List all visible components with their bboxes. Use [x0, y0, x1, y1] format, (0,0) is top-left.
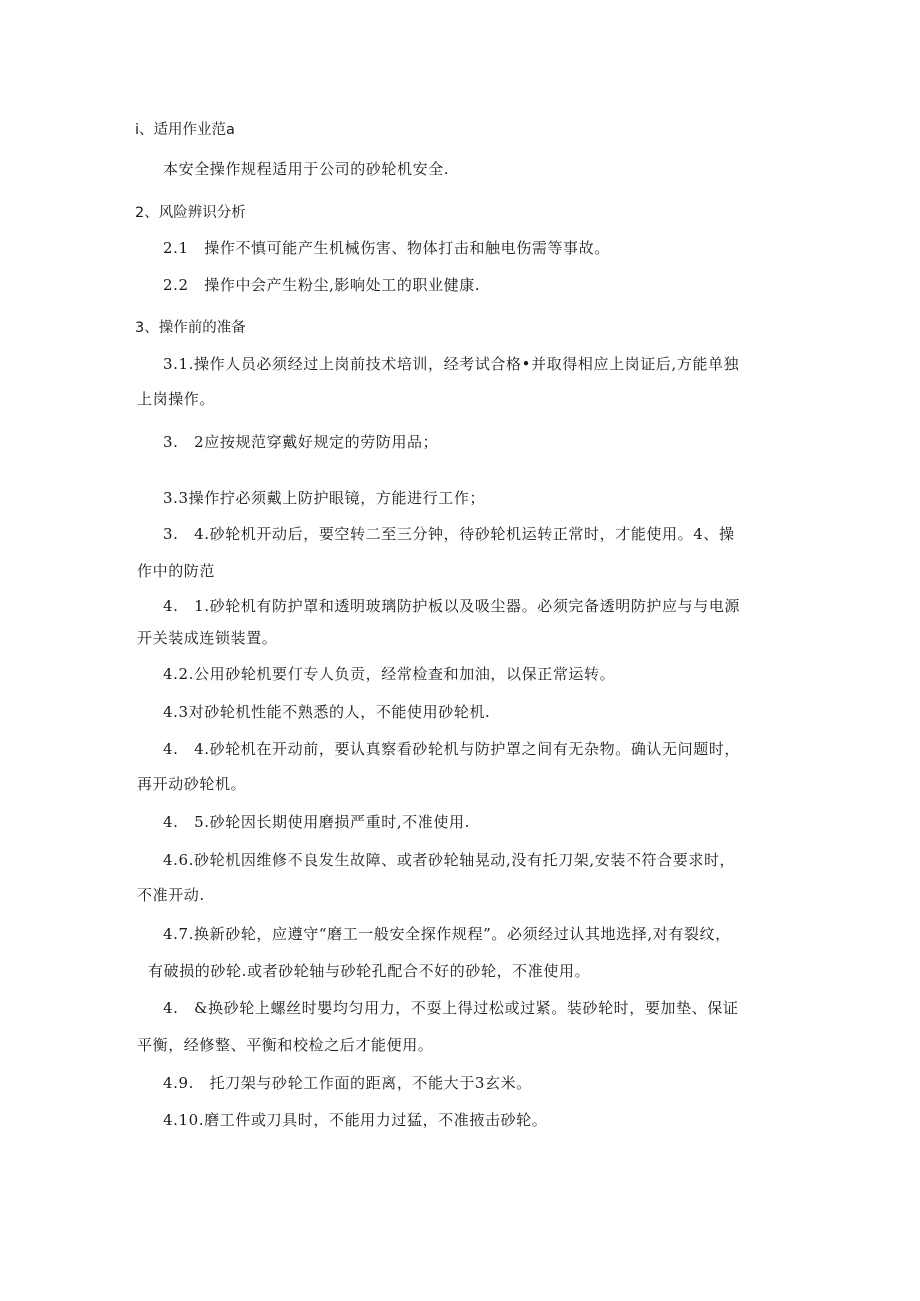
item-4-1-line2: 开关装成连锁装置。	[137, 629, 278, 647]
item-2-2: 2.2 操作中会产生粉尘,影响处工的职业健康.	[163, 276, 481, 294]
item-4-2: 4.2.公用砂轮机要仃专人负贡，经常检查和加油，以保正常运转。	[163, 665, 616, 683]
item-4-5: 4. 5.砂轮因长期使用磨损严重时,不准使用.	[163, 813, 470, 831]
item-3-1-line2: 上岗操作。	[137, 390, 216, 408]
item-4-7-line2: 有破损的砂轮.或者砂轮轴与砂轮孔配合不好的砂轮，不准使用。	[148, 962, 591, 980]
item-3-4-line1: 3. 4.砂轮机开动后，要空转二至三分钟，待砂轮机运转正常时，才能使用。4、操	[163, 525, 735, 543]
item-4-4-line2: 再开动砂轮机。	[137, 775, 247, 793]
item-4-4-line1: 4. 4.砂轮机在开动前，要认真察看砂轮机与防护罩之间有无杂物。确认无问题时，	[163, 740, 741, 758]
section-heading-3: 3、操作前的准备	[135, 320, 246, 336]
item-3-3: 3.3操作拧必须戴上防护眼镜，方能进行工作；	[163, 489, 486, 507]
item-2-1: 2.1 操作不慎可能产生机械伤害、物体打击和触电伤需等事故。	[163, 239, 610, 257]
item-4-7-line1: 4.7.换新砂轮，应遵守“磨工一般安全探作规程”。必须经过认其地选择,对有裂纹，	[163, 925, 731, 943]
item-4-1-line1: 4. 1.砂轮机有防护罩和透明玻璃防护板以及吸尘器。必须完备透明防护应与与电源	[163, 597, 741, 615]
section-heading-1: i、适用作业范a	[135, 122, 235, 138]
item-3-1-line1: 3.1.操作人员必须经过上岗前技术培训，经考试合格•并取得相应上岗证后,方能单独	[163, 355, 740, 373]
section-heading-2: 2、风险辨识分析	[135, 205, 246, 221]
item-4-10: 4.10.磨工件或刀具时，不能用力过猛，不准掖击砂轮。	[163, 1111, 548, 1129]
item-4-9: 4.9. 托刀架与砂轮工作面的距离，不能大于3玄米。	[163, 1074, 532, 1092]
item-4-3: 4.3对砂轮机性能不熟悉的人，不能使用砂轮机.	[163, 703, 491, 721]
item-4-8-line1: 4. &换砂轮上螺丝时嬰均匀用力，不耍上得过松或过紧。装砂轮时，要加垫、保证	[163, 999, 739, 1017]
item-4-6-line1: 4.6.砂轮机因维修不良发生故障、或者砂轮轴晃动,没有托刀架,安装不符合要求时，	[163, 851, 736, 869]
paragraph-1: 本安全操作规程适用于公司的砂轮机安全.	[163, 160, 450, 178]
item-3-2: 3. 2应按规范穿戴好规定的劳防用品；	[163, 433, 439, 451]
item-4-8-line2: 平衡，经修整、平衡和校检之后才能便用。	[137, 1036, 434, 1054]
item-3-4-line2: 作中的防范	[137, 562, 216, 580]
item-4-6-line2: 不准开动.	[137, 886, 205, 904]
